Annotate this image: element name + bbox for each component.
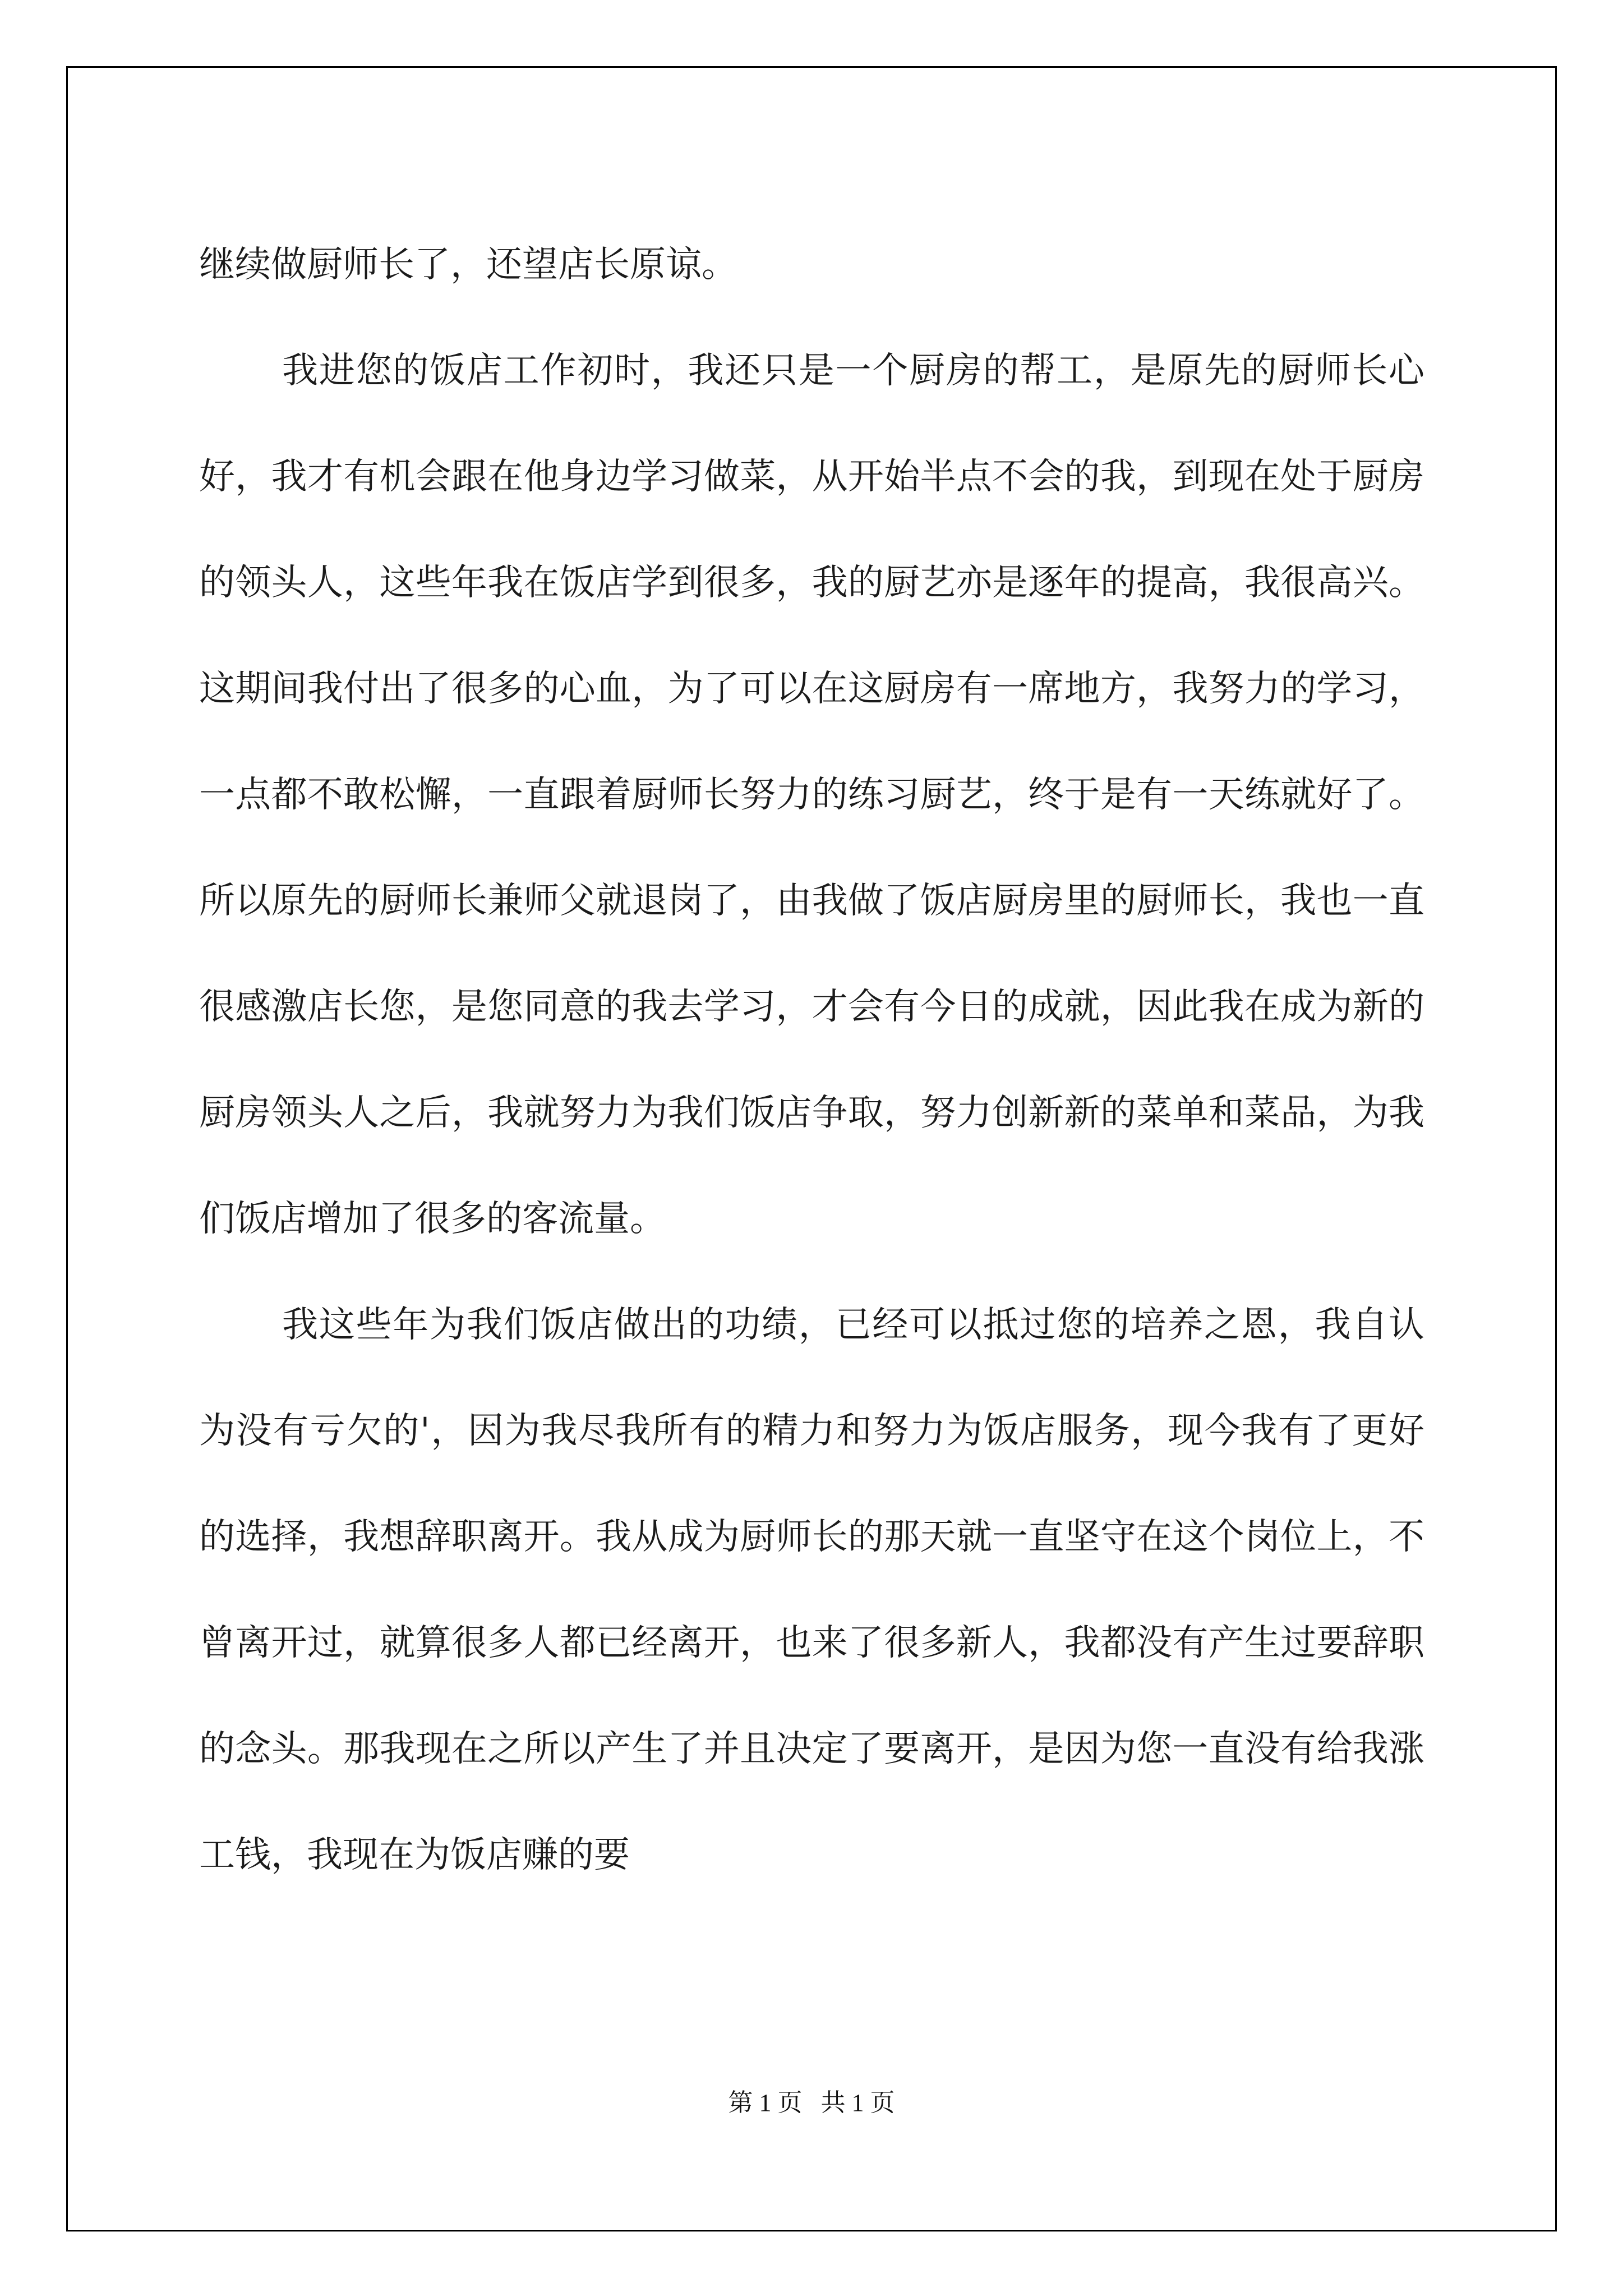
- paragraph-3: 我这些年为我们饭店做出的功绩，已经可以抵过您的培养之恩，我自认为没有亏欠的'，因为我尽我所有的精力和努力为饭店服务，现今我有了更好的选择，我想辞职离开。我从成为厨师长的那天就一直坚守在这个岗位上，不曾离开过，就算很多人都已经离开，也来了很多新人，我都没有产生过要辞职的念头。那我现在之所以产生了并且决定了要离开，是因为您一直没有给我涨工钱，我现在为饭店赚的要: [199, 1304, 1424, 1876]
- paragraph-2: 我进您的饭店工作初时，我还只是一个厨房的帮工，是原先的厨师长心好，我才有机会跟在他身边学习做菜，从开始半点不会的我，到现在处于厨房的领头人，这些年我在饭店学到很多，我的厨艺亦是逐年的提高，我很高兴。这期间我付出了很多的心血，为了可以在这厨房有一席地方，我努力的学习，一点都不敢松懈，一直跟着厨师长努力的练习厨艺，终于是有一天练就好了。所以原先的厨师长兼师父就退岗了，由我做了饭店厨房里的厨师长，我也一直很感激店长您，是您同意的我去学习，才会有今日的成就，因此我在成为新的厨房领头人之后，我就努力为我们饭店争取，努力创新新的菜单和菜品，为我们饭店增加了很多的客流量。: [199, 350, 1424, 1240]
- paragraph-1: 继续做厨师长了，还望店长原谅。: [199, 244, 737, 286]
- document-body: [199, 212, 1424, 1908]
- page-number-footer: 第 1 页 共 1 页: [728, 2089, 895, 2116]
